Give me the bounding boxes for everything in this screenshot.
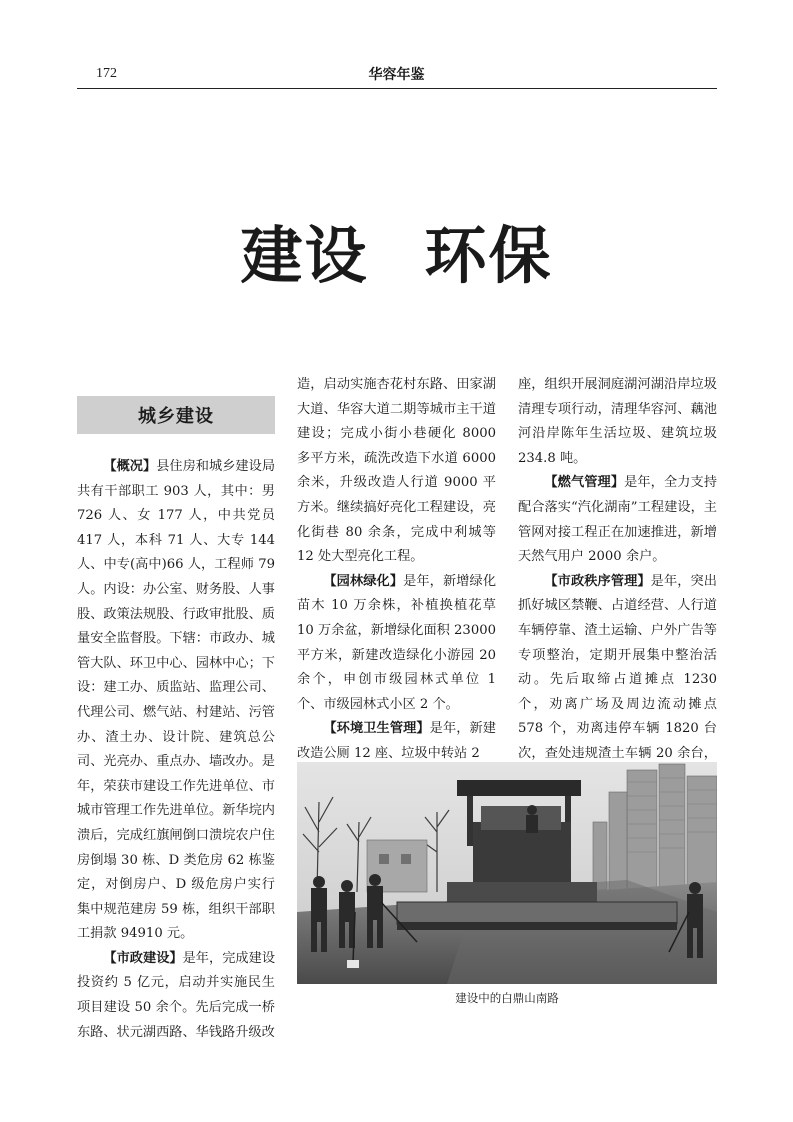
chapter-title: [0, 206, 793, 295]
paragraph-gas-management: [518, 471, 717, 569]
text-column-2: [297, 373, 496, 767]
paragraph-continued: 造，启动实施杏花村东路、田家湖大道、华容大道二期等城市主干道建设；完成小街小巷硬化 8000 多平方米，疏洗改造下水道 6000 余米，升级改造人行道 9000 平方米。继续搞好亮化工程建设，亮化街巷 80 余条，完成中利城等 12 处大型亮化工程。: [297, 377, 496, 565]
text-column-1: [77, 455, 275, 1045]
paragraph-body: 是年，突出抓好城区禁鞭、占道经营、人行道车辆停靠、渣土运输、户外广告等专项整治，定期开展集中整治活动。先后取缔占道摊点 1230 个，劝离广场及周边流动摊点 578 个，劝离违停车辆 1820 台次，查处违规渣土车辆 20 余台，: [518, 573, 717, 761]
paragraph-body: 县住房和城乡建设局共有干部职工 903 人，其中：男 726 人、女 177 人，中共党员 417 人，本科 71 人、大专 144 人、中专(高中)66 人，工程师 79 人。内设：办公室、财务股、人事股、政策法规股、行政审批股、质量安全监督股。下辖：市政办、城管大队、环卫中心、园林中心；下设：建工办、质监站、监理公司、代理公司、燃气站、村建站、污管办、渣土办、设计院、建筑总公司、光亮办、重点办、墙改办。是年，荣获市建设工作先进单位、市城市管理工作先进单位。新华垸内溃后，完成红旗闸倒口溃垸农户住房倒塌 30 栋、D 类危房 62 栋鉴定，对倒房户、D 级危房户实行集中规范建房 59 栋，组织干部职工捐款 94910 元。: [77, 459, 276, 942]
paragraph-municipal-order: [518, 570, 717, 791]
paragraph-continued: 座，组织开展洞庭湖河湖沿岸垃圾清理专项行动，清理华容河、藕池河沿岸陈年生活垃圾、建筑垃圾 234.8 吨。: [518, 377, 717, 466]
paragraph-body: 是年，全力支持配合落实“汽化湖南”工程建设，主管网对接工程正在加速推进，新增天然气用户 2000 余户。: [518, 475, 718, 565]
section-heading: 城乡建设: [77, 396, 275, 434]
paragraph-municipal-construction: [77, 947, 275, 1045]
paragraph-heading: 【环境卫生管理】: [323, 721, 430, 737]
paragraph-heading: 【燃气管理】: [544, 475, 625, 491]
paragraph-heading: 【市政建设】: [103, 950, 183, 966]
paragraph-sanitation: [297, 717, 496, 766]
paragraph-heading: 【概况】: [103, 459, 157, 474]
paragraph-landscaping: [297, 570, 496, 718]
paragraph-body: 是年，新建改造公厕 12 座、垃圾中转站 2: [297, 721, 496, 761]
paragraph-body: 是年，完成建设投资约 5 亿元，启动并实施民生项目建设 50 余个。先后完成一桥东路、状元湖西路、华钱路升级改: [77, 950, 276, 1040]
running-title: 华容年鉴: [368, 67, 425, 83]
paragraph-heading: 【园林绿化】: [323, 573, 404, 589]
header-rule: [77, 88, 717, 89]
paragraph-body: 是年，新增绿化苗木 10 万余株，补植换植花草 10 万余盆，新增绿化面积 23000 平方米，新建改造绿化小游园 20 余个，申创市级园林式单位 1 个、市级园林式小区 2 个。: [297, 573, 497, 712]
page-number: 172: [96, 66, 117, 81]
paragraph-heading: 【市政秩序管理】: [544, 573, 651, 589]
chapter-title-right: 环保: [424, 219, 553, 292]
text-column-3: [518, 373, 717, 791]
chapter-title-left: 建设: [240, 219, 369, 292]
photo-caption: 建设中的白鼎山南路: [455, 991, 559, 1005]
paragraph-overview: [77, 455, 275, 947]
road-construction-photo: [297, 762, 717, 984]
